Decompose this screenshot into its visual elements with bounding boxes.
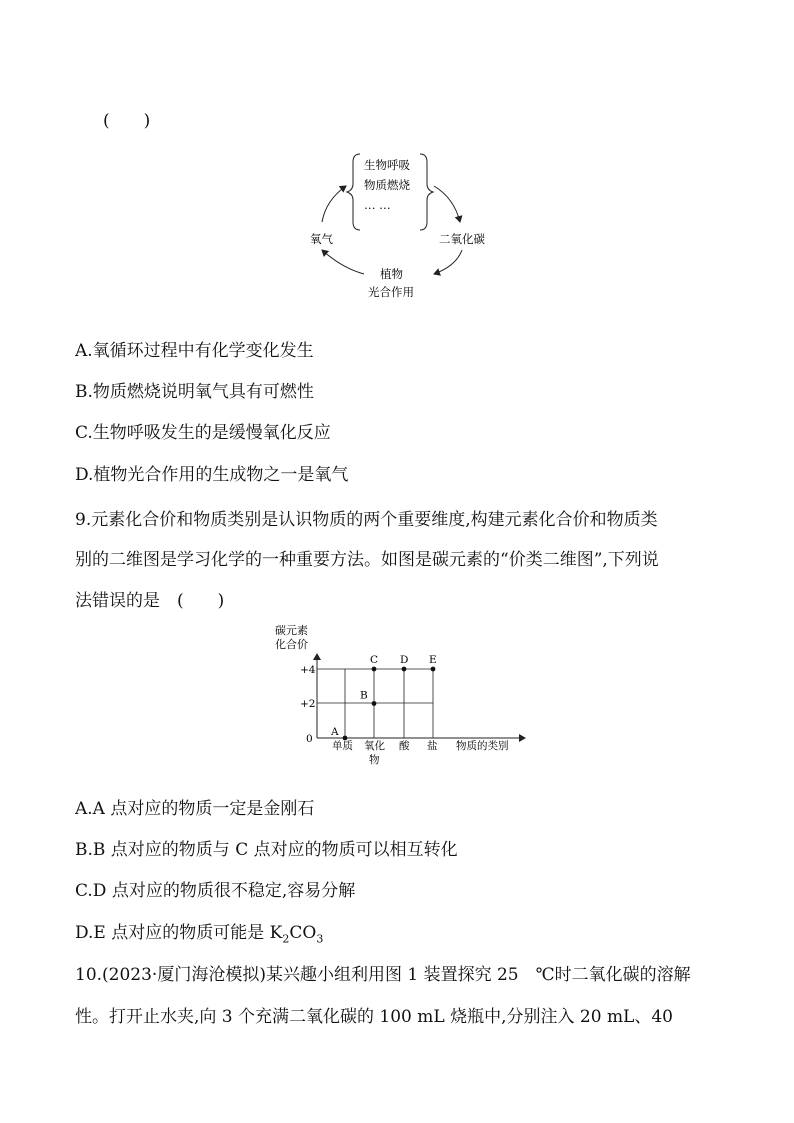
y-tick-plus2: +2 (300, 698, 316, 710)
x-tick-elemental: 单质 (332, 740, 353, 752)
point-label-b: B (360, 689, 368, 702)
data-points-layer (330, 654, 437, 740)
q8-option-b: B.物质燃烧说明氧气具有可燃性 (75, 382, 314, 402)
x-axis-label: 物质的类别 (456, 740, 509, 752)
q9-option-d-sub2: 3 (316, 932, 324, 946)
y-axis-label-line2: 化合价 (275, 638, 308, 651)
point-c (372, 667, 377, 672)
point-e (431, 667, 436, 672)
point-d (402, 667, 407, 672)
q9-stem-line1: 9.元素化合价和物质类别是认识物质的两个重要维度,构建元素化合价和物质类 (75, 510, 658, 530)
right-brace (420, 154, 433, 230)
label-co2: 二氧化碳 (439, 232, 485, 246)
q9-option-d-formula: CO (289, 923, 317, 943)
label-oxygen: 氧气 (310, 232, 333, 246)
label-photosynthesis: 光合作用 (368, 285, 414, 299)
q9-option-d-text: D.E 点对应的物质可能是 K (75, 923, 283, 943)
y-axis-label-line1: 碳元素 (275, 624, 308, 637)
q10-stem-line2: 性。打开止水夹,向 3 个充满二氧化碳的 100 mL 烧瓶中,分别注入 20 mL、40 (75, 1007, 673, 1027)
q9-stem-line3: 法错误的是 ( ) (75, 591, 225, 611)
q9-option-c: C.D 点对应的物质很不稳定,容易分解 (75, 881, 356, 901)
q10-stem-line1: 10.(2023·厦门海沧模拟)某兴趣小组利用图 1 装置探究 25 ℃时二氧化碳的溶解 (75, 965, 691, 985)
top-item-respiration: 生物呼吸 (364, 158, 410, 172)
q9-option-b: B.B 点对应的物质与 C 点对应的物质可以相互转化 (75, 840, 458, 860)
top-item-ellipsis: … … (364, 198, 391, 212)
left-brace (347, 154, 360, 230)
x-tick-oxide-line1: 氧化 (364, 740, 385, 752)
q9-option-d (75, 918, 323, 945)
point-label-c: C (370, 654, 379, 666)
oxygen-cycle-diagram (300, 150, 500, 305)
q9-option-a: A.A 点对应的物质一定是金刚石 (75, 799, 315, 819)
top-item-combustion: 物质燃烧 (364, 178, 410, 192)
point-b (372, 701, 377, 706)
arrow-to-plant (434, 250, 462, 274)
q8-option-c: C.生物呼吸发生的是缓慢氧化反应 (75, 423, 331, 443)
point-label-a: A (331, 726, 339, 738)
point-a (343, 736, 348, 741)
arrow-to-top (322, 186, 346, 222)
q9-option-d-sub1: 2 (282, 932, 290, 946)
arrow-to-oxygen (322, 250, 364, 274)
q9-stem-line2: 别的二维图是学习化学的一种重要方法。如图是碳元素的“价类二维图”,下列说 (75, 550, 659, 570)
point-label-e: E (429, 654, 437, 666)
x-tick-salt: 盐 (427, 740, 438, 752)
valence-category-chart (270, 618, 535, 770)
arrow-to-co2 (434, 186, 460, 222)
q8-option-a: A.氧循环过程中有化学变化发生 (75, 341, 314, 361)
x-tick-oxide-line2: 物 (369, 754, 380, 766)
q8-answer-paren: ( ) (103, 111, 151, 131)
y-tick-zero: 0 (306, 733, 313, 745)
q8-option-d: D.植物光合作用的生成物之一是氧气 (75, 465, 349, 485)
label-plant: 植物 (380, 267, 403, 281)
y-tick-plus4: +4 (300, 664, 316, 676)
point-label-d: D (400, 654, 409, 666)
x-tick-acid: 酸 (399, 740, 410, 752)
